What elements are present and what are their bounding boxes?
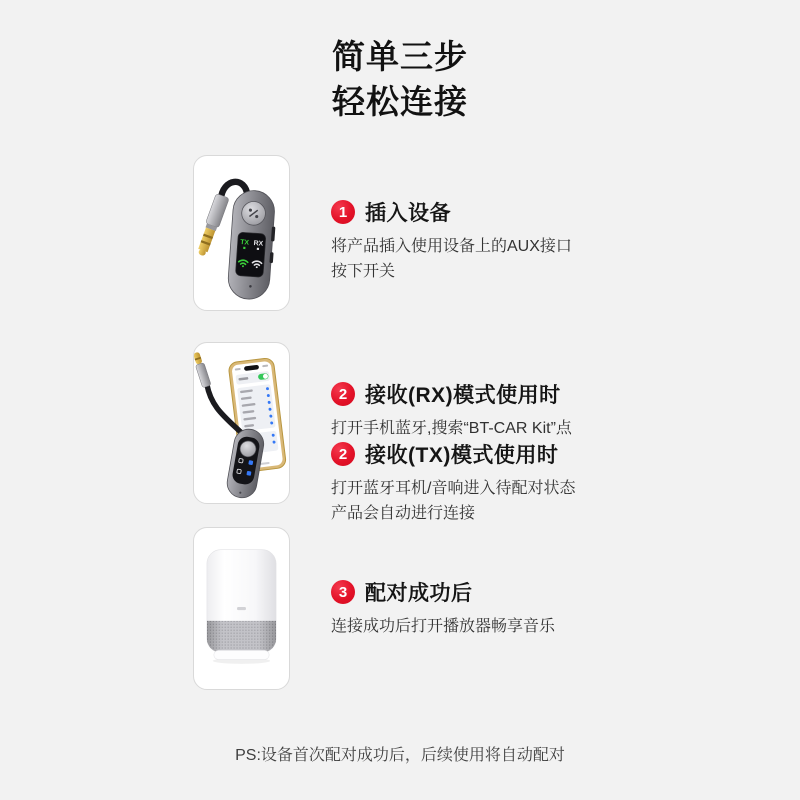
bluetooth-device-list [237, 384, 276, 431]
step-2-tx-block [331, 439, 621, 526]
adapter-device-illustration [194, 156, 289, 310]
aux-jack-icon [195, 193, 230, 257]
speaker-mesh-band [207, 621, 276, 653]
step-number-badge: 3 [331, 580, 355, 604]
adapter-front-view [225, 427, 266, 500]
adapter-body [227, 189, 278, 300]
step-number-badge: 1 [331, 200, 355, 224]
step-number-badge: 2 [331, 382, 355, 406]
step-1-block [331, 197, 621, 284]
step-description-line: 将产品插入使用设备上的AUX接口 [331, 238, 572, 255]
speaker-illustration [194, 528, 289, 689]
footer-note: PS:设备首次配对成功后，后续使用将自动配对 [235, 747, 565, 764]
step-description-line: 连接成功后打开播放器畅享音乐 [331, 618, 556, 635]
step-heading: 配对成功后 [365, 582, 473, 605]
rx-label: RX [253, 240, 264, 248]
aux-jack-icon [194, 351, 211, 388]
step3-image-card [193, 527, 290, 690]
step-heading: 接收(TX)模式使用时 [365, 444, 559, 467]
step-3-block [331, 577, 621, 639]
page-title-line2: 轻松连接 [332, 83, 468, 120]
tx-label: TX [239, 239, 250, 247]
page-title [332, 34, 468, 124]
speaker-logo [237, 607, 246, 610]
step1-image-card [193, 155, 290, 311]
adapter-display [235, 232, 266, 277]
speaker-base [214, 650, 269, 659]
step2-image-card [193, 342, 290, 504]
page-title-line1: 简单三步 [332, 38, 468, 75]
step-description-line: 产品会自动进行连接 [331, 505, 476, 522]
step-heading: 插入设备 [365, 202, 451, 225]
phone-pairing-illustration [194, 343, 289, 503]
step-description-line: 打开蓝牙耳机/音响进入待配对状态 [331, 480, 576, 497]
step-description-line: 按下开关 [331, 263, 396, 280]
step-description-line: 打开手机蓝牙,搜索“BT-CAR Kit”点 [331, 420, 572, 437]
step-heading: 接收(RX)模式使用时 [365, 384, 561, 407]
step-number-badge: 2 [331, 442, 355, 466]
step-2-rx-block [331, 379, 621, 441]
